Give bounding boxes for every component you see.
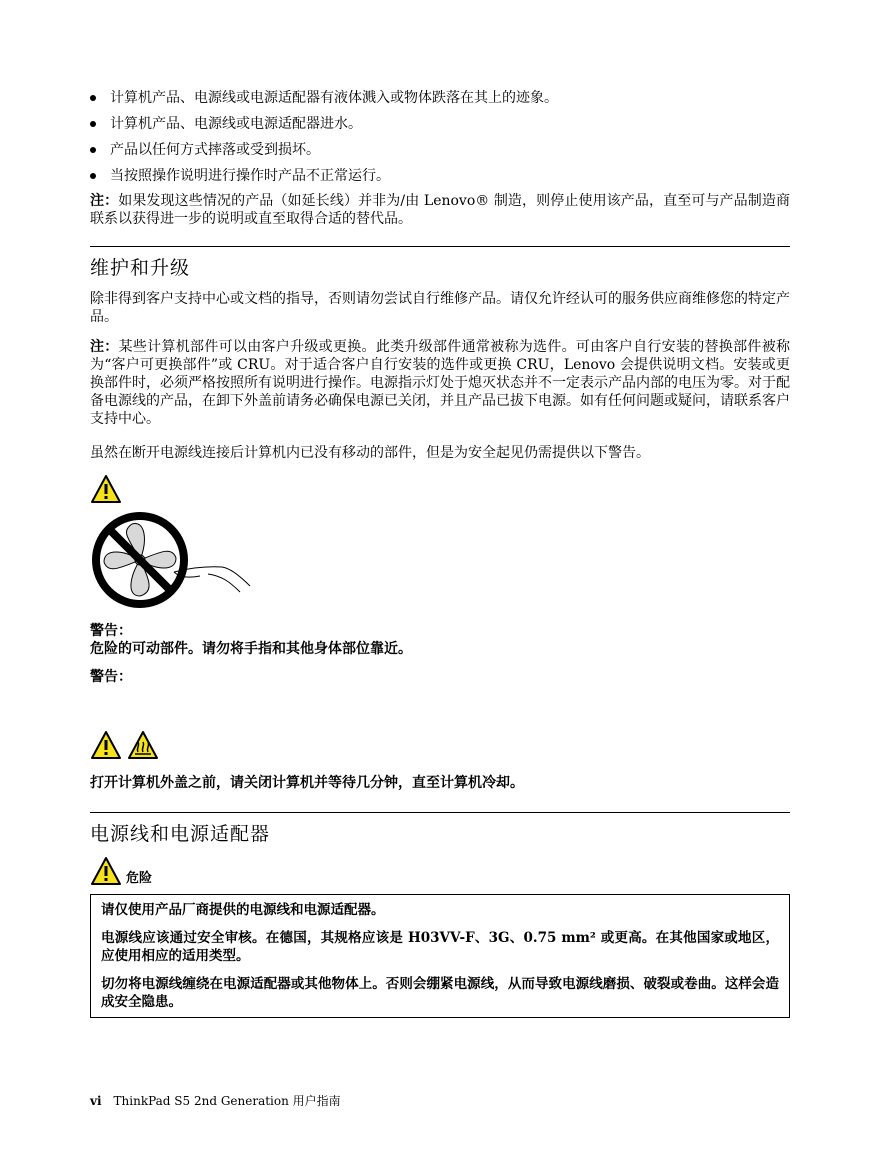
note-label: 注： [90,339,119,355]
section-divider [90,812,790,813]
maintenance-paragraph: 除非得到客户支持中心或文档的指导，否则请勿尝试自行维修产品。请仅允许经认可的服务供应商维修您的特定产品。 [90,291,790,325]
bullet-icon [90,95,96,101]
section-divider [90,246,790,247]
section-heading-power-cords: 电源线和电源适配器 [90,823,271,845]
safety-paragraph: 虽然在断开电源线连接后计算机内已没有移动的部件，但是为安全起见仍需提供以下警告。 [90,445,650,461]
warning-label: 警告： [90,623,132,639]
list-item-text: 当按照操作说明进行操作时产品不正常运行。 [110,168,390,184]
note-text: 如果发现这些情况的产品（如延长线）并非为/由 Lenovo® 制造，则停止使用该产品，直至可与产品制造商联系以获得进一步的说明或直至取得合适的替代品。 [90,193,790,227]
fan-hand-prohibited-icon [90,510,270,610]
warning-triangle-icon [90,856,122,886]
hot-surface-warning-icons [90,730,790,760]
page-number: vi [90,1094,102,1108]
bullet-icon [90,147,96,153]
list-item [90,140,790,160]
warning-label: 警告： [90,669,132,685]
bullet-icon [90,121,96,127]
page-content [90,88,790,1018]
list-item [90,114,790,134]
list-item-text: 产品以任何方式摔落或受到损坏。 [110,142,320,158]
warning-text: 打开计算机外盖之前，请关闭计算机并等待几分钟，直至计算机冷却。 [90,775,524,791]
section-heading-maintenance: 维护和升级 [90,257,191,279]
cru-note-paragraph [90,338,790,428]
bullet-icon [90,173,96,179]
danger-box [90,894,790,1018]
page-footer [90,1092,341,1109]
note-text: 某些计算机部件可以由客户升级或更换。此类升级部件通常被称为选件。可由客户自行安装的替换部件被称为“客户可更换部件”或 CRU。对于适合客户自行安装的选件或更换 CRU，Lenovo 会提供说明文档。安装或更换部件时，必须严格按照所有说明进行操作。电源指示灯处于熄灭状态并不一定表示产品内部的电压为零。对于配备电源线的产品，在卸下外盖前请务必确保电源已关闭，并且产品已拔下电源。如有任何问题或疑问，请联系客户支持中心。 [90,339,791,427]
hot-surface-icon [127,730,159,760]
list-item [90,88,790,108]
note-label: 注： [90,193,119,209]
list-item [90,166,790,186]
danger-header [90,856,790,886]
list-item-text: 计算机产品、电源线或电源适配器进水。 [110,116,362,132]
footer-title: ThinkPad S5 2nd Generation 用户指南 [113,1094,341,1108]
warning-triangle-icon [90,474,122,504]
note-paragraph [90,192,790,228]
danger-paragraph: 电源线应该通过安全审核。在德国，其规格应该是 H03VV-F、3G、0.75 mm² 或更高。在其他国家或地区，应使用相应的适用类型。 [101,930,779,964]
warning-text: 危险的可动部件。请勿将手指和其他身体部位靠近。 [90,641,412,657]
danger-paragraph: 请仅使用产品厂商提供的电源线和电源适配器。 [101,902,385,918]
danger-paragraph: 切勿将电源线缠绕在电源适配器或其他物体上。否则会绷紧电源线，从而导致电源线磨损、破裂或卷曲。这样会造成安全隐患。 [101,976,779,1010]
condition-list [90,88,790,186]
list-item-text: 计算机产品、电源线或电源适配器有液体溅入或物体跌落在其上的迹象。 [110,90,558,106]
warning-triangle-icon [90,730,122,760]
danger-label: 危险 [126,871,153,886]
moving-parts-warning-figure [90,474,790,614]
